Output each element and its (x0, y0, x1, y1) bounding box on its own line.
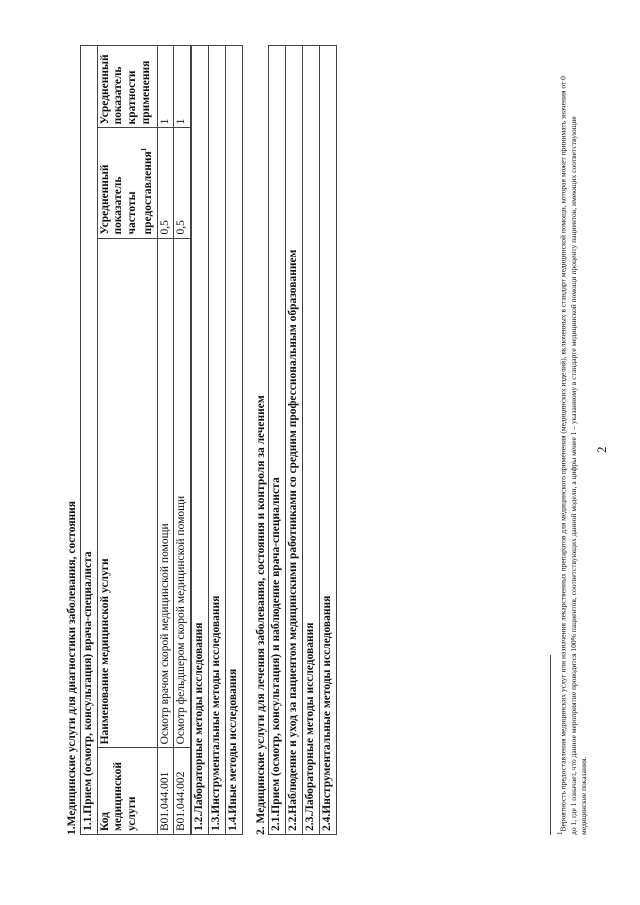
subsection-2-2: 2.2.Наблюдение и уход за пациентом медицинскими работниками со средним профессиональным образованием (285, 45, 302, 835)
header-code: Код медицинской услуги (97, 748, 157, 835)
footnote (556, 75, 589, 835)
header-frequency-text: Усредненный показатель частоты предоставления (98, 151, 154, 235)
table-row (157, 46, 174, 835)
footnote-separator (550, 655, 551, 835)
cell-code: B01.044.002 (174, 748, 191, 835)
cell-multiplicity: 1 (157, 46, 174, 128)
section-1-title: 1.Медицинские услуги для диагностики заболевания, состояния (66, 500, 78, 835)
page-number: 2 (594, 446, 609, 453)
header-multiplicity: Усредненный показатель кратности применения (97, 46, 157, 128)
subsection-1-3: 1.3.Инструментальные методы исследования (208, 45, 225, 835)
footnote-mark: 1 (556, 831, 564, 835)
cell-name: Осмотр фельдшером скорой медицинской помощи (174, 238, 191, 748)
document-body (66, 45, 337, 835)
header-frequency (97, 128, 157, 238)
cell-multiplicity: 1 (174, 46, 191, 128)
header-name: Наименование медицинской услуги (97, 238, 157, 748)
cell-frequency: 0,5 (174, 128, 191, 238)
subsection-2-3: 2.3.Лабораторные методы исследования (302, 45, 319, 835)
services-table (97, 45, 192, 835)
subsection-1-4: 1.4.Иные методы исследования (225, 45, 243, 835)
section-2-title: 2. Медицинские услуги для лечения заболевания, состояния и контроля за лечением (254, 395, 267, 835)
cell-name: Осмотр врачом скорой медицинской помощи (157, 238, 174, 748)
subsection-1-1: 1.1.Прием (осмотр, консультация) врача-специалиста (80, 45, 97, 835)
cell-frequency: 0,5 (157, 128, 174, 238)
cell-code: B01.044.001 (157, 748, 174, 835)
table-row (174, 46, 191, 835)
table-header-row (97, 46, 157, 835)
subsection-2-1: 2.1.Прием (осмотр, консультация) и наблюдение врача-специалиста (268, 45, 285, 835)
footnote-ref: 1 (139, 147, 148, 152)
subsection-1-2: 1.2.Лабораторные методы исследования (191, 45, 208, 835)
footnote-text: Вероятность предоставления медицинских услуг или назначения лекарственных препаратов для медицинского применения (медицинских изделий), включенных в стандарт медицинской помощи, которая может принимать значения от 0 до 1, где 1 означает, что данное мероприятие проводится 100% пациентов, соответствующих данной модели, а цифры менее 1 – указанному в стандарте медицинской помощи проценту пациентов, имеющих соответствующие медицинские показания. (558, 76, 588, 835)
subsection-2-4: 2.4.Инструментальные методы исследования (319, 45, 337, 835)
